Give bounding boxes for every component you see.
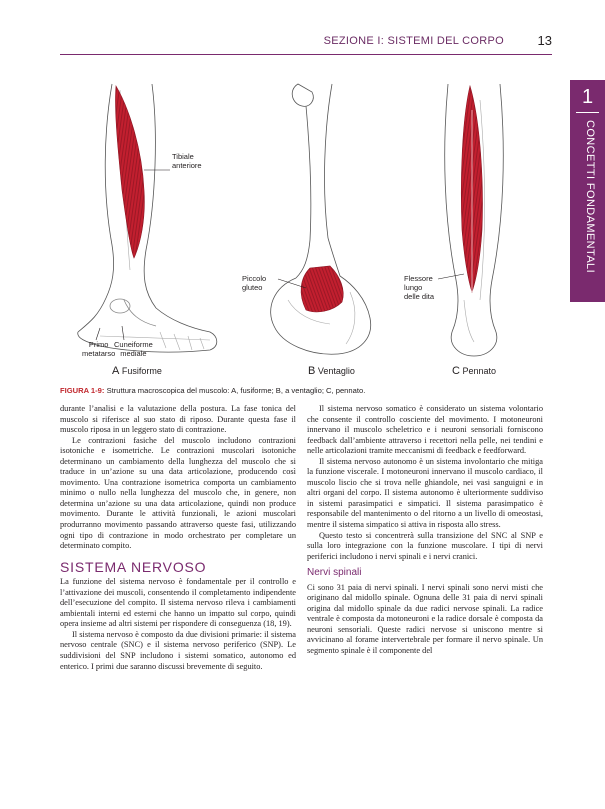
callout-cuneiforme-mediale	[114, 340, 153, 358]
caption-label: FIGURA 1-9:	[60, 386, 105, 395]
paragraph: Il sistema nervoso autonomo è un sistema involontario che mitiga la funzione viscerale. I motoneuroni innervano il muscolo cardiaco, il muscolo liscio che si trova nelle ghiandole, nei vasi sanguigni e in altri organi del corpo. Il sistema autonomo è ulteriormente suddiviso in sistemi parasimpatici e simpatici. Il sistema parasimpatico è responsabile del mantenimento o del ritorno a un livello di omeostasi, mentre il sistema simpatico si attiva in risposta allo stress.	[307, 456, 543, 530]
panel-letter: B	[308, 365, 316, 377]
figure-muscle-structure	[60, 70, 560, 382]
caption-text: Struttura macroscopica del muscolo: A, fusiforme; B, a ventaglio; C, pennato.	[104, 386, 366, 395]
paragraph: Il sistema nervoso somatico è considerato un sistema volontario che consente il controllo cosciente del movimento. I motoneuroni innervano il muscolo scheletrico e i neuroni sensoriali forniscono feedback dall’ambiente attraverso i recettori nella pelle, nei tendini e nelle articolazioni tramite meccanismi di feedback e feedforward.	[307, 404, 543, 456]
fusiform-muscle	[115, 86, 144, 258]
leader-primo-metatarso	[96, 328, 100, 340]
fan-muscle	[301, 266, 343, 312]
paragraph: Il sistema nervoso è composto da due divisioni primarie: il sistema nervoso centrale (SNC) e il sistema nervoso periferico (SNP). Le suddivisioni del SNP includono i sistemi somatico, autonomo ed enterico. I primi due saranno discussi brevemente di seguito.	[60, 629, 296, 671]
callout-tibiale-anteriore	[172, 152, 202, 170]
panel-name: Fusiforme	[121, 366, 162, 376]
tab-divider	[576, 112, 599, 113]
callout-line: anteriore	[172, 161, 202, 170]
callout-line: Flessore	[404, 274, 433, 283]
figure-caption	[60, 386, 550, 395]
leader-flessore	[438, 274, 464, 279]
panel-letter: C	[452, 365, 460, 377]
paragraph: Le contrazioni fasiche del muscolo includono contrazioni isotoniche e isometriche. Le contrazioni muscolari isotoniche determinano un cambiamento della lunghezza del muscolo che si traduce in un’azione su una data articolazione, producendo così movimento. Una contrazione isometrica comporta un cambiamento minimo o nullo nella lunghezza del muscolo che, in genere, non determina un’azione su una data articolazione, quindi non produce movimento. Durante le attività funzionali, le azioni muscolari produrranno movimento passando attraverso queste fasi, utilizzando ogni tipo di contrazione in modo orchestrato per completare un determinato compito.	[60, 435, 296, 551]
panel-name: Pennato	[462, 366, 496, 376]
callout-line: gluteo	[242, 283, 263, 292]
callout-line: delle dita	[404, 292, 435, 301]
leader-cuneiforme	[122, 326, 124, 340]
chapter-number: 1	[581, 86, 594, 108]
callout-line: Piccolo	[242, 274, 267, 283]
callout-line: lungo	[404, 283, 423, 292]
chapter-title: CONCETTI FONDAMENTALI	[584, 120, 596, 274]
leg-illustration-a	[78, 84, 217, 352]
chapter-side-tab	[570, 80, 605, 302]
paragraph: Questo testo si concentrerà sulla transizione del SNC al SNP e sulla loro integrazione con la funzione muscolare. I tipi di nervi periferici includono i nervi spinali e i nervi cranici.	[307, 530, 543, 561]
callout-primo-metatarso	[82, 340, 115, 358]
figure-illustrations	[60, 70, 560, 382]
paragraph: Ci sono 31 paia di nervi spinali. I nervi spinali sono nervi misti che originano dal midollo spinale. Ognuna delle 31 paia di nervi spinali origina dal midollo spinale da due radici nervose spinali. La radice ventrale è composta da motoneuroni e la radice dorsale è composta da neuroni sensoriali. Queste radici nervose si uniscono mentre si avvicinano al forame intervertebrale per formare il nervo spinale. Un segmento spinale è il componente del	[307, 582, 543, 656]
callout-flessore-lungo	[404, 274, 434, 301]
running-head: SEZIONE I: SISTEMI DEL CORPO	[323, 35, 504, 47]
subsection-heading: Nervi spinali	[307, 567, 362, 579]
panel-name: Ventaglio	[317, 366, 355, 376]
callout-line: metatarso	[82, 349, 116, 358]
left-column	[60, 404, 296, 672]
panel-label-c	[452, 365, 496, 377]
section-heading: SISTEMA NERVOSO	[60, 558, 207, 575]
paragraph: La funzione del sistema nervoso è fondamentale per il controllo e l’attivazione dei muscoli, consentendo il completamento indipendente dell’esecuzione del compito. Il sistema nervoso rileva i cambiamenti ambientali interni ed esterni che hanno un impatto sul corpo, quindi opera insieme ad altri sistemi per rispondere di conseguenza (18, 19).	[60, 577, 296, 629]
page-number: 13	[537, 33, 552, 48]
page-header	[60, 32, 552, 55]
callout-line: mediale	[120, 349, 147, 358]
callout-line: Primo	[88, 340, 109, 349]
panel-letter: A	[112, 365, 120, 377]
hip-illustration-b	[271, 84, 371, 354]
paragraph: durante l’analisi e la valutazione della postura. La fase tonica del muscolo si riferisce al suo stato di riposo. Durante questa fase il muscolo riposa in un leggero stato di contrazione.	[60, 404, 296, 435]
panel-label-a	[112, 365, 162, 377]
callout-piccolo-gluteo	[242, 274, 266, 292]
callout-line: Tibiale	[172, 152, 194, 161]
panel-label-b	[308, 365, 355, 377]
right-column	[307, 404, 543, 657]
callout-line: Cuneiforme	[114, 340, 153, 349]
